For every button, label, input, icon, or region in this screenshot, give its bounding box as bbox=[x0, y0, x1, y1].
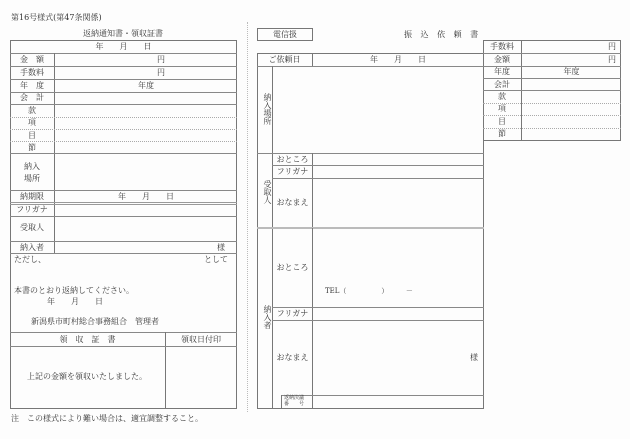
left-form-title: 返納通知書・領収証書 bbox=[83, 29, 163, 38]
left-label-fee: 手数料 bbox=[20, 68, 44, 77]
left-label-kou: 項 bbox=[28, 118, 36, 127]
middle-recipient-group-label: 受取人 bbox=[263, 180, 272, 204]
form-number: 第16号様式(第47条関係) bbox=[11, 13, 102, 22]
right-value-amount[interactable]: 円 bbox=[608, 55, 616, 64]
cut-line bbox=[247, 22, 248, 412]
left-label-amount: 金 額 bbox=[20, 55, 44, 64]
left-label-kan: 款 bbox=[28, 106, 36, 115]
left-value-due-date[interactable]: 年 月 日 bbox=[118, 192, 174, 201]
left-issue-date[interactable]: 年 月 日 bbox=[47, 297, 103, 306]
left-instruction: 本書のとおり返納してください。 bbox=[14, 286, 134, 295]
left-value-amount[interactable]: 円 bbox=[157, 55, 165, 64]
footnote: 注 この様式により難い場合は、適宜調整すること。 bbox=[11, 414, 203, 423]
right-label-kou: 項 bbox=[498, 104, 506, 113]
recipient-furigana-label: フリガナ bbox=[276, 167, 309, 176]
receipt-header: 領 収 証 書 bbox=[59, 335, 116, 344]
recipient-address-label: おところ bbox=[276, 155, 309, 164]
payer-name-label: おなまえ bbox=[276, 353, 309, 362]
left-date-row[interactable]: 年 月 日 bbox=[95, 42, 152, 51]
left-value-fee[interactable]: 円 bbox=[157, 68, 165, 77]
middle-form-title: 振 込 依 頼 書 bbox=[404, 30, 482, 39]
receipt-text: 上記の金額を領収いたしました。 bbox=[27, 372, 147, 381]
left-label-recipient: 受取人 bbox=[20, 223, 44, 232]
right-value-fee[interactable]: 円 bbox=[608, 42, 616, 51]
left-issuer: 新潟県市町村総合事務組合 管理者 bbox=[31, 317, 159, 326]
left-label-moku: 目 bbox=[28, 131, 36, 140]
left-proviso: ただし、 bbox=[14, 255, 46, 264]
left-payer-suffix: 様 bbox=[217, 243, 225, 252]
middle-delivery-place-label: 納入場所 bbox=[263, 93, 272, 125]
payer-address-label: おところ bbox=[276, 263, 309, 272]
left-label-delivery-place-2: 場所 bbox=[24, 174, 40, 183]
decision-number-label-1: 返納決議 bbox=[284, 395, 305, 401]
payer-furigana-label: フリガナ bbox=[276, 309, 309, 318]
left-label-setsu: 節 bbox=[28, 143, 36, 152]
request-date-value[interactable]: 年 月 日 bbox=[370, 55, 426, 64]
left-label-account: 会 計 bbox=[20, 93, 44, 102]
left-label-due-date: 納期限 bbox=[20, 192, 44, 201]
left-label-furigana: フリガナ bbox=[16, 205, 48, 214]
left-label-payer: 納入者 bbox=[20, 243, 44, 252]
recipient-name-label: おなまえ bbox=[276, 198, 309, 207]
middle-payer-suffix: 様 bbox=[470, 353, 478, 362]
right-label-moku: 目 bbox=[498, 117, 506, 126]
middle-payer-group-label: 納入者 bbox=[263, 305, 272, 329]
left-label-delivery-place-1: 納入 bbox=[24, 162, 40, 171]
left-proviso-suffix: として bbox=[204, 255, 228, 264]
left-value-fiscal-year[interactable]: 年度 bbox=[138, 81, 154, 90]
receipt-stamp-header: 領収日付印 bbox=[181, 335, 221, 344]
payer-tel[interactable]: TEL（ ） － bbox=[325, 287, 413, 295]
decision-number-label-2: 番 号 bbox=[284, 401, 305, 407]
right-label-setsu: 節 bbox=[498, 129, 506, 138]
telegraph-label: 電信扱 bbox=[273, 30, 297, 39]
right-label-kan: 款 bbox=[498, 92, 506, 101]
left-label-fiscal-year: 年 度 bbox=[20, 81, 44, 90]
right-label-fiscal-year: 年度 bbox=[494, 67, 510, 76]
request-date-label: ご依頼日 bbox=[268, 55, 301, 64]
right-label-account: 会計 bbox=[494, 80, 510, 89]
right-value-fiscal-year[interactable]: 年度 bbox=[563, 67, 580, 76]
right-label-amount: 金額 bbox=[494, 55, 510, 64]
right-label-fee: 手数料 bbox=[490, 42, 514, 51]
